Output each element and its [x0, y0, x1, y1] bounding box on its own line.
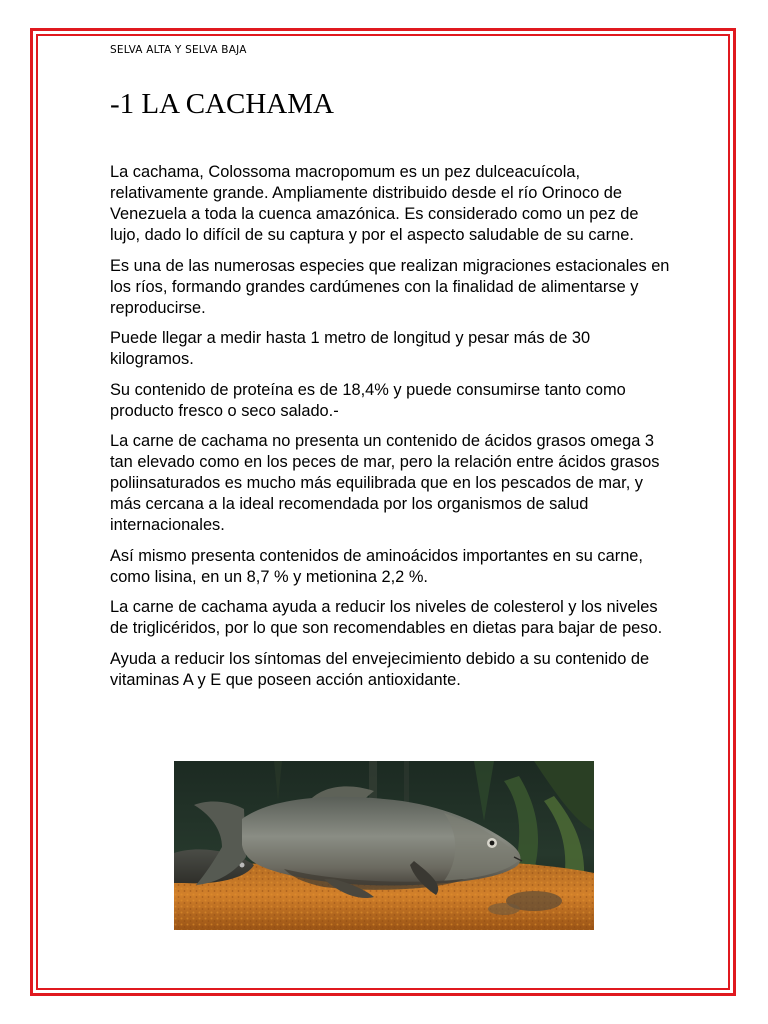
paragraph-8: Ayuda a reducir los síntomas del envejecimiento debido a su contenido de vitaminas A y E que poseen acción antioxidante.: [110, 649, 650, 689]
paragraph-6: Así mismo presenta contenidos de aminoácidos importantes en su carne, como lisina, en un 8,7 % y metionina 2,2 %.: [110, 546, 643, 586]
paragraph-3: Puede llegar a medir hasta 1 metro de longitud y pesar más de 30 kilogramos.: [110, 329, 591, 368]
fish-photo-icon: [174, 761, 594, 930]
paragraph-5: La carne de cachama no presenta un contenido de ácidos grasos omega 3 tan elevado como en los peces de mar, pero la relación entre ácidos grasos poliinsaturados es mucho más equilibrada que en los pescados de mar, y más cercana a la ideal recomendada por los organismos de salud internacionales.: [110, 432, 660, 534]
body-text: [110, 162, 670, 700]
paragraph-1: La cachama, Colossoma macropomum es un pez dulceacuícola, relativamente grande. Ampliamente distribuido desde el río Orinoco de Venezuela a toda la cuenca amazónica. Es considerado como un pez de lujo, dado lo difícil de su captura y por el aspecto saludable de su carne.: [110, 163, 639, 244]
paragraph-2: Es una de las numerosas especies que realizan migraciones estacionales en los ríos, formando grandes cardúmenes con la finalidad de alimentarse y reproducirse.: [110, 256, 670, 317]
running-header: SELVA ALTA Y SELVA BAJA: [110, 44, 247, 56]
page-title: -1 LA CACHAMA: [110, 88, 334, 120]
fish-photo: [174, 761, 594, 930]
paragraph-4: Su contenido de proteína es de 18,4% y puede consumirse tanto como producto fresco o seco salado.-: [110, 380, 626, 420]
paragraph-7: La carne de cachama ayuda a reducir los niveles de colesterol y los niveles de triglicéridos, por lo que son recomendables en dietas para bajar de peso.: [110, 598, 663, 637]
